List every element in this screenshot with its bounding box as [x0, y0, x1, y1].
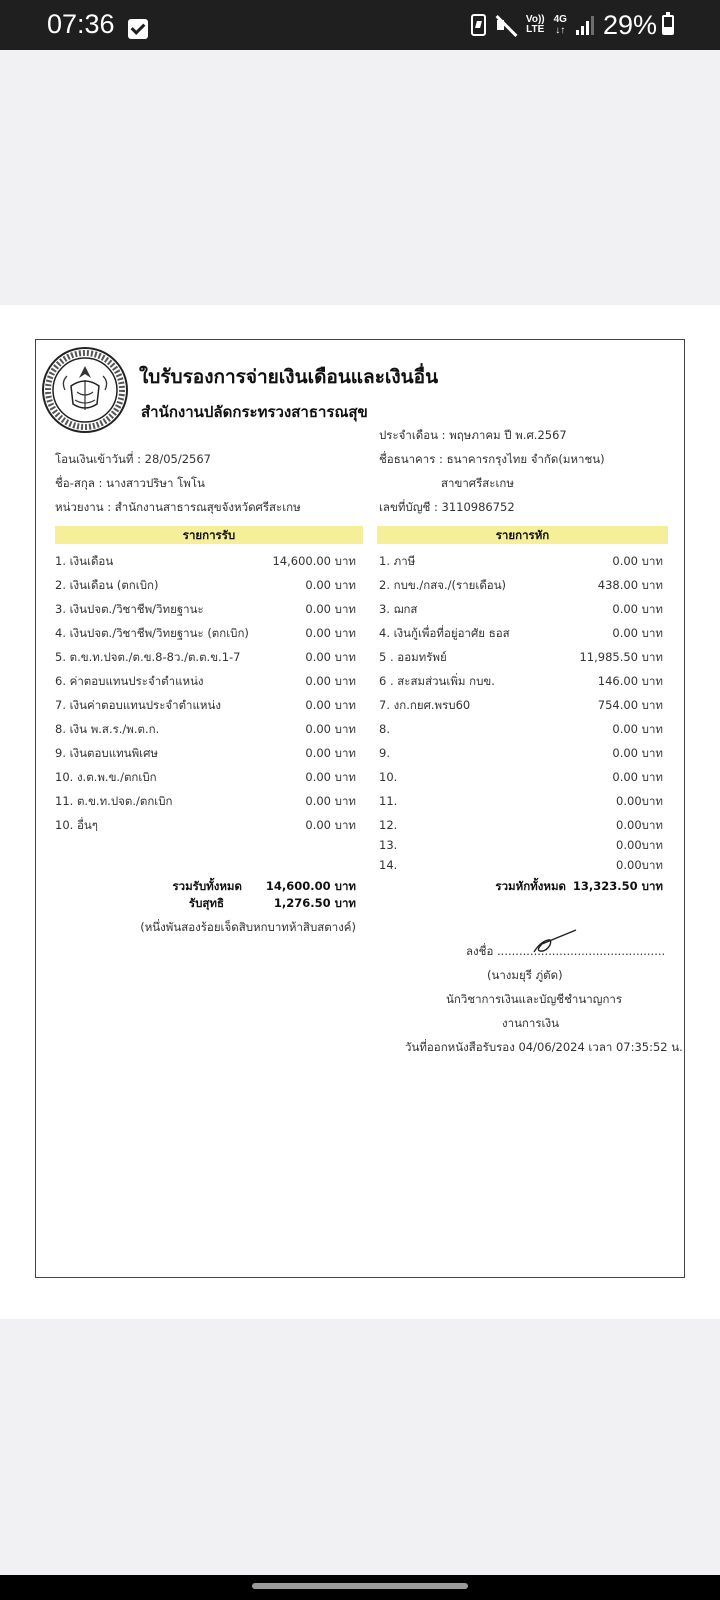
income-label: 10. อื่นๆ: [55, 818, 98, 832]
pay-month: ประจำเดือน : พฤษภาคม ปี พ.ศ.2567: [379, 428, 567, 442]
income-header: รายการรับ: [55, 526, 363, 544]
income-label: 7. เงินค่าตอบแทนประจำตำแหน่ง: [55, 698, 221, 712]
work-unit: หน่วยงาน : สำนักงานสาธารณสุขจังหวัดศรีสะเกษ: [55, 500, 301, 514]
battery-percent: 29%: [602, 9, 657, 40]
network-type: 4G: [553, 14, 567, 25]
income-label: 6. ค่าตอบแทนประจำตำแหน่ง: [55, 674, 204, 688]
network-arrows: ↓↑: [555, 25, 566, 36]
deduction-label: 3. ฌกส: [379, 602, 418, 616]
income-amount: 0.00 บาท: [305, 602, 356, 616]
income-amount: 0.00 บาท: [305, 698, 356, 712]
income-amount: 0.00 บาท: [305, 794, 356, 808]
income-label: 1. เงินเดือน: [55, 554, 114, 568]
deduction-amount: 754.00 บาท: [597, 698, 663, 712]
deduction-label: 6 . สะสมส่วนเพิ่ม กบข.: [379, 674, 495, 688]
income-label: 8. เงิน พ.ส.ร./พ.ต.ก.: [55, 722, 160, 736]
volte-top-text: Vo)): [525, 14, 545, 25]
deduction-header: รายการหัก: [377, 526, 668, 544]
bank-branch: สาขาศรีสะเกษ: [441, 476, 514, 490]
deduction-label: 1. ภาษี: [379, 554, 416, 568]
income-label: 10. ง.ต.พ.ข./ตกเบิก: [55, 770, 157, 784]
battery-saver-icon: [471, 14, 486, 36]
home-gesture-handle[interactable]: [252, 1583, 468, 1589]
deduction-amount: 11,985.50 บาท: [579, 650, 663, 664]
deduction-amount: 0.00บาท: [616, 818, 663, 832]
deduction-label: 13.: [379, 838, 398, 852]
signer-position: นักวิชาการเงินและบัญชีชำนาญการ: [446, 992, 623, 1006]
deduction-amount: 146.00 บาท: [597, 674, 663, 688]
deduction-label: 7. งก.กยศ.พรบ60: [379, 698, 471, 712]
deduction-total-amount: 13,323.50 บาท: [572, 879, 663, 893]
income-amount: 0.00 บาท: [305, 626, 356, 640]
ministry-seal-icon: [41, 346, 129, 434]
bank-name: ชื่อธนาคาร : ธนาคารกรุงไทย จำกัด(มหาชน): [379, 452, 605, 466]
volte-bottom-text: LTE: [526, 24, 545, 35]
deduction-amount: 0.00บาท: [616, 794, 663, 808]
signature-icon: [530, 928, 578, 956]
net-pay-amount: 1,276.50 บาท: [273, 896, 356, 910]
deduction-amount: 0.00 บาท: [612, 554, 663, 568]
deduction-amount: 0.00 บาท: [612, 602, 663, 616]
volte-icon: [526, 15, 545, 35]
deduction-label: 12.: [379, 818, 398, 832]
income-label: 2. เงินเดือน (ตกเบิก): [55, 578, 159, 592]
income-amount: 0.00 บาท: [305, 722, 356, 736]
battery-icon: [662, 15, 674, 35]
net-pay-words: (หนึ่งพันสองร้อยเจ็ดสิบหกบาทห้าสิบสตางค์): [140, 920, 356, 934]
net-pay-label: รับสุทธิ: [188, 896, 224, 910]
income-amount: 0.00 บาท: [305, 818, 356, 832]
signal-icon: [576, 15, 594, 35]
deduction-label: 5 . ออมทรัพย์: [379, 650, 447, 664]
deduction-label: 8.: [379, 722, 390, 736]
deduction-amount: 0.00บาท: [616, 838, 663, 852]
income-amount: 0.00 บาท: [305, 578, 356, 592]
transfer-date: โอนเงินเข้าวันที่ : 28/05/2567: [55, 452, 211, 466]
document-subtitle: สำนักงานปลัดกระทรวงสาธารณสุข: [141, 403, 368, 421]
income-label: 3. เงินปจต./วิชาชีพ/วิทยฐานะ: [55, 602, 204, 616]
deduction-label: 14.: [379, 858, 398, 872]
income-amount: 0.00 บาท: [305, 674, 356, 688]
deduction-amount: 0.00 บาท: [612, 626, 663, 640]
4g-icon: [554, 14, 567, 36]
deduction-amount: 0.00บาท: [616, 858, 663, 872]
deduction-label: 4. เงินกู้เพื่อที่อยู่อาศัย ธอส: [379, 626, 510, 640]
income-amount: 0.00 บาท: [305, 770, 356, 784]
status-bar: [0, 0, 720, 50]
deduction-label: 2. กบข./กสจ./(รายเดือน): [379, 578, 507, 592]
income-label: 5. ต.ข.ท.ปจต./ต.ข.8-8ว./ต.ต.ข.1-7: [55, 650, 241, 664]
check-notification-icon: [128, 19, 148, 39]
employee-name: ชื่อ-สกุล : นางสาวปริษา โพโน: [55, 476, 205, 490]
deduction-amount: 0.00 บาท: [612, 722, 663, 736]
income-total-label: รวมรับทั้งหมด: [172, 879, 242, 893]
deduction-amount: 0.00 บาท: [612, 746, 663, 760]
signer-department: งานการเงิน: [502, 1016, 559, 1030]
deduction-amount: 0.00 บาท: [612, 770, 663, 784]
deduction-label: 10.: [379, 770, 398, 784]
mute-icon: [495, 14, 517, 36]
signer-name: (นางมยุรี ภู่ตัด): [487, 968, 563, 982]
sign-label: ลงชื่อ ..............................................: [466, 944, 666, 958]
income-amount: 0.00 บาท: [305, 650, 356, 664]
income-label: 4. เงินปจต./วิชาชีพ/วิทยฐานะ (ตกเบิก): [55, 626, 249, 640]
income-amount: 0.00 บาท: [305, 746, 356, 760]
document-title: ใบรับรองการจ่ายเงินเดือนและเงินอื่น: [139, 366, 439, 388]
deduction-label: 11.: [379, 794, 398, 808]
deduction-label: 9.: [379, 746, 390, 760]
navigation-bar: [0, 1575, 720, 1600]
issued-datetime: วันที่ออกหนังสือรับรอง 04/06/2024 เวลา 07:35:52 น.: [405, 1040, 683, 1054]
status-time: 07:36: [47, 9, 115, 39]
status-icons: [471, 9, 674, 41]
income-label: 9. เงินตอบแทนพิเศษ: [55, 746, 158, 760]
deduction-amount: 438.00 บาท: [597, 578, 663, 592]
income-label: 11. ต.ข.ท.ปจต./ตกเบิก: [55, 794, 173, 808]
deduction-total-label: รวมหักทั้งหมด: [495, 879, 566, 893]
income-total-amount: 14,600.00 บาท: [265, 879, 356, 893]
account-number: เลขที่บัญชี : 3110986752: [379, 500, 515, 514]
income-amount: 14,600.00 บาท: [272, 554, 356, 568]
